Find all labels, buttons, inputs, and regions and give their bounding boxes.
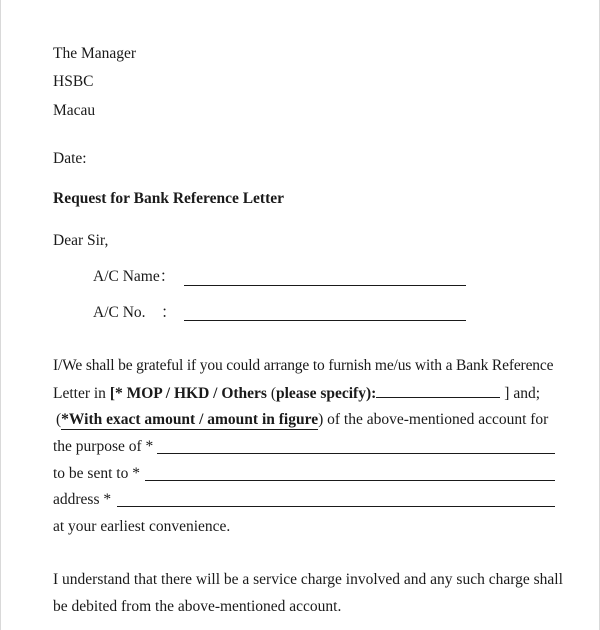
account-number-label: A/C No. ： (93, 304, 177, 321)
currency-options: [* MOP / HKD / Others (109, 385, 267, 402)
closing-line: at your earliest convenience. (53, 518, 231, 535)
address-field[interactable] (117, 506, 555, 507)
purpose-label: the purpose of * (53, 438, 154, 455)
address-label: address * (53, 491, 112, 508)
sent-to-field[interactable] (145, 480, 555, 481)
page-border-left (0, 0, 1, 630)
salutation: Dear Sir, (53, 232, 109, 249)
amount-note: *With exact amount / amount in figure (61, 411, 319, 428)
body-line-3-suffix: ) of the above-mentioned account for (318, 411, 549, 428)
body-line-2 (53, 383, 555, 404)
body-line-1-text: I/We shall be grateful if you could arrange to furnish me/us with a Bank Reference (53, 357, 554, 374)
specify-open: ( (266, 385, 276, 402)
specify-label: please specify): (276, 385, 377, 402)
body-line-2-prefix: Letter in (53, 385, 110, 402)
account-number-field[interactable] (184, 320, 466, 321)
body-line-3 (56, 410, 555, 430)
body-line-1 (53, 356, 555, 376)
body-line-2-suffix: ] and; (504, 385, 541, 402)
recipient-bank: HSBC (53, 73, 94, 90)
charge-notice-line-1: I understand that there will be a service charge involved and any such charge shall (53, 571, 563, 588)
sent-to-label: to be sent to * (53, 465, 140, 482)
recipient-city: Macau (53, 102, 96, 119)
purpose-field[interactable] (157, 453, 555, 454)
recipient-title: The Manager (53, 45, 137, 62)
charge-notice-line-2: be debited from the above-mentioned account. (53, 598, 342, 615)
account-name-label: A/C Name： (93, 268, 176, 285)
amount-open: ( (56, 411, 62, 428)
account-name-field[interactable] (184, 285, 466, 286)
subject-heading: Request for Bank Reference Letter (53, 190, 285, 207)
currency-specify-field[interactable] (376, 383, 500, 398)
date-label: Date: (53, 150, 87, 167)
